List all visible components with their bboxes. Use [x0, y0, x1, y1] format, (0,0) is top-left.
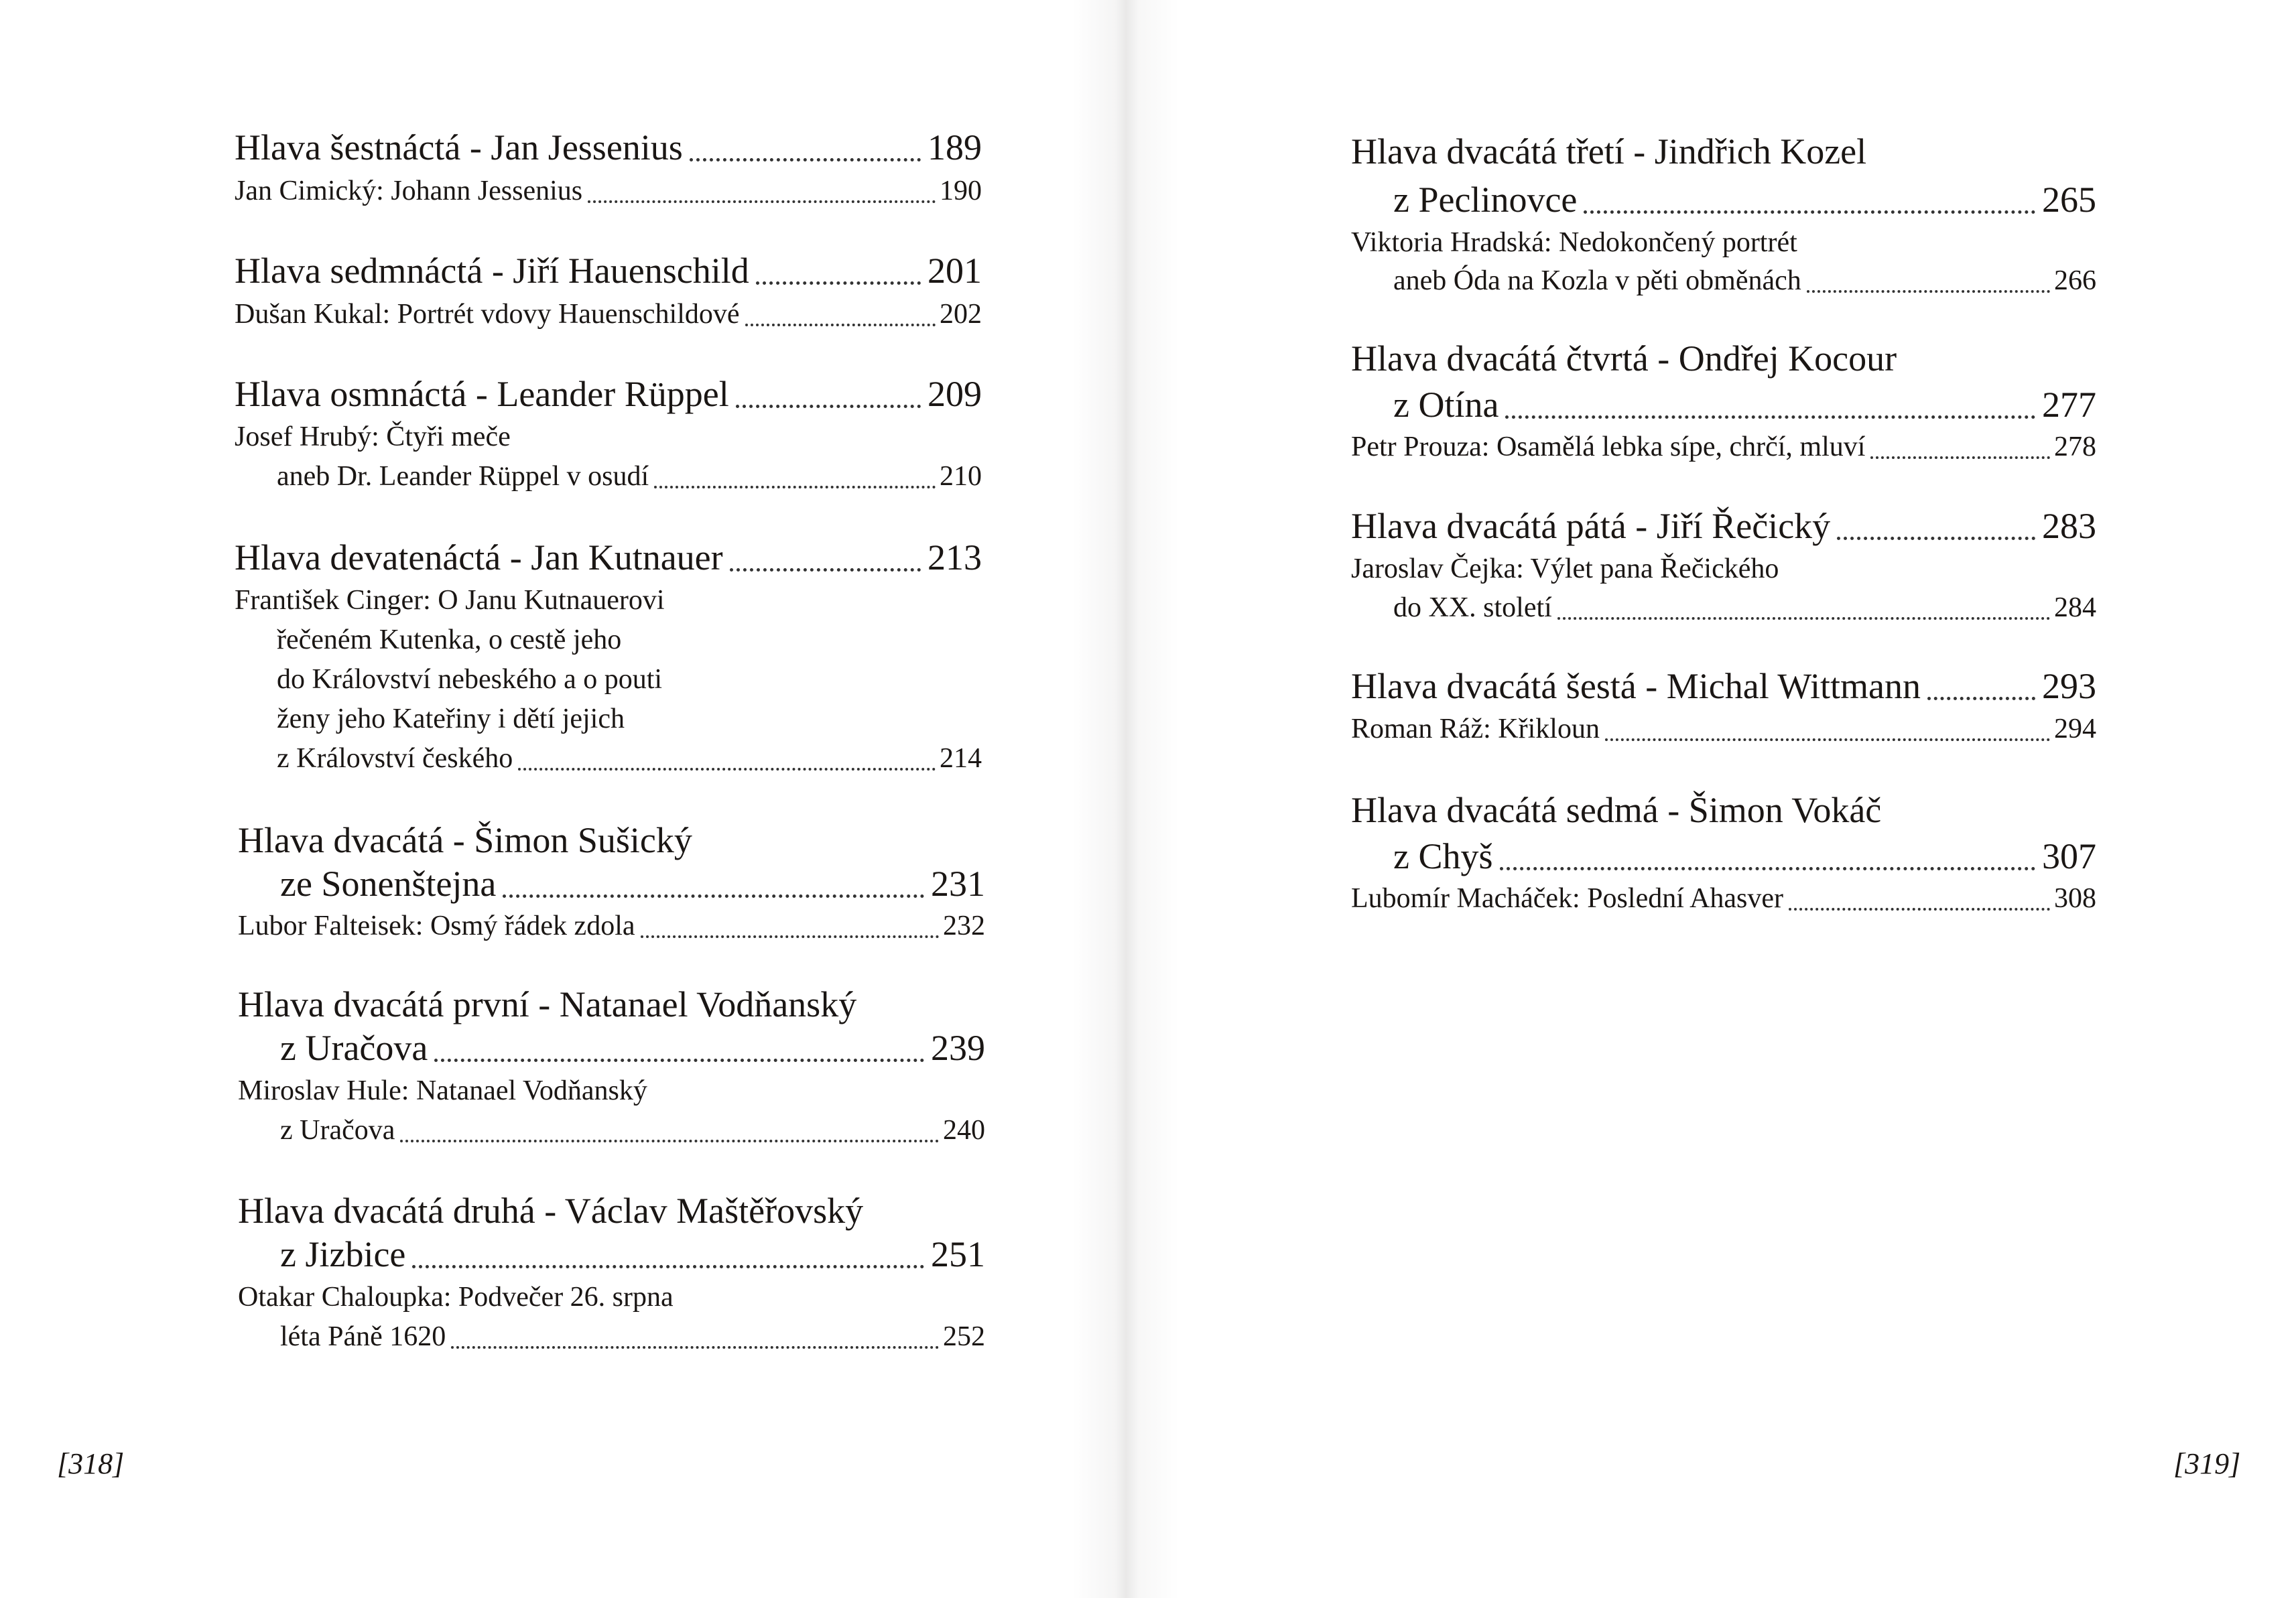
story-title: Viktoria Hradská: Nedokončený portrét [1351, 227, 1797, 258]
page-folio: [318] [57, 1447, 125, 1480]
chapter-title: Hlava devatenáctá - Jan Kutnauer [235, 537, 723, 578]
story-title: Roman Ráž: Křikloun [1351, 714, 1600, 744]
story-title-continued: aneb Óda na Kozla v pěti obměnách [1393, 265, 1801, 296]
story-title-continued: aneb Dr. Leander Rüppel v osudí [277, 461, 649, 492]
story-title-continued: řečeném Kutenka, o cestě jeho [277, 624, 622, 655]
chapter-heading [235, 533, 982, 582]
page-number: 209 [928, 374, 982, 414]
page-number: 308 [2054, 883, 2096, 914]
story-title-continued: z Království českého [277, 743, 513, 774]
chapter-title: Hlava osmnáctá - Leander Rüppel [235, 374, 729, 414]
page-number: 213 [928, 537, 982, 578]
page-number: 265 [2042, 180, 2096, 220]
page-number: 283 [2042, 506, 2096, 546]
chapter-title: Hlava šestnáctá - Jan Jessenius [235, 127, 683, 168]
dot-leader [1505, 415, 2035, 419]
story-title: Lubor Falteisek: Osmý řádek zdola [238, 911, 635, 941]
chapter-title-continued: z Peclinovce [1393, 180, 1578, 220]
chapter-heading [235, 370, 982, 418]
chapter-title: Hlava dvacátá - Šimon Sušický [238, 820, 692, 860]
chapter-heading [1351, 334, 2096, 383]
chapter-title-continued: z Jizbice [280, 1234, 406, 1274]
dot-leader [451, 1346, 939, 1349]
story-title: Lubomír Macháček: Poslední Ahasver [1351, 883, 1784, 914]
story-title: Otakar Chaloupka: Podvečer 26. srpna [238, 1282, 674, 1313]
story-line [238, 1071, 985, 1111]
page-number: 231 [931, 864, 985, 904]
chapter-title: Hlava dvacátá šestá - Michal Wittmann [1351, 666, 1921, 706]
story-line [1351, 549, 2096, 589]
chapter-heading [1393, 176, 2096, 224]
dot-leader [1927, 697, 2035, 700]
dot-leader [518, 768, 936, 771]
story-title: Miroslav Hule: Natanael Vodňanský [238, 1075, 647, 1106]
page-number: 293 [2042, 666, 2096, 706]
page-number: 202 [940, 299, 982, 330]
story-title-continued: léta Páně 1620 [280, 1321, 446, 1352]
page-number: 232 [943, 911, 985, 941]
dot-leader [1605, 738, 2050, 741]
story-title: František Cinger: O Janu Kutnauerovi [235, 585, 665, 616]
chapter-title: Hlava dvacátá druhá - Václav Maštěřovský [238, 1191, 864, 1231]
chapter-heading [235, 123, 982, 172]
dot-leader [1789, 908, 2050, 911]
chapter-heading [280, 1024, 985, 1072]
story-line [280, 1110, 985, 1150]
dot-leader [690, 158, 921, 161]
page-number: 210 [940, 461, 982, 492]
story-line [238, 906, 985, 946]
chapter-heading [1393, 832, 2096, 880]
story-title-continued: do Království nebeského a o pouti [277, 664, 663, 695]
chapter-title-continued: z Otína [1393, 385, 1499, 425]
page-number: 214 [940, 743, 982, 774]
chapter-title: Hlava dvacátá čtvrtá - Ondřej Kocour [1351, 338, 1897, 379]
story-title: Petr Prouza: Osamělá lebka sípe, chrčí, mluví [1351, 431, 1866, 462]
chapter-heading [280, 1230, 985, 1278]
dot-leader [434, 1059, 924, 1062]
dot-leader [400, 1140, 939, 1142]
story-line [235, 294, 982, 334]
page-number: 240 [943, 1115, 985, 1146]
dot-leader [730, 568, 921, 572]
story-line [1351, 427, 2096, 467]
chapter-heading [280, 860, 985, 908]
dot-leader [412, 1265, 924, 1268]
page-number: 266 [2054, 265, 2096, 296]
dot-leader [745, 324, 936, 326]
story-line [1393, 588, 2096, 628]
page-number: 307 [2042, 836, 2096, 876]
story-line [277, 456, 982, 496]
story-line [277, 620, 982, 660]
dot-leader [1500, 867, 2036, 870]
dot-leader [1870, 456, 2050, 459]
chapter-title: Hlava dvacátá třetí - Jindřich Kozel [1351, 131, 1867, 172]
chapter-title-continued: ze Sonenštejna [280, 864, 497, 904]
page-number: 189 [928, 127, 982, 168]
page-number: 252 [943, 1321, 985, 1352]
chapter-title-continued: z Chyš [1393, 836, 1493, 876]
page-number: 201 [928, 251, 982, 291]
story-title-continued: z Uračova [280, 1115, 395, 1146]
page-number: 190 [940, 176, 982, 206]
chapter-title: Hlava dvacátá první - Natanael Vodňanský [238, 984, 857, 1024]
chapter-title: Hlava sedmnáctá - Jiří Hauenschild [235, 251, 749, 291]
chapter-heading [1351, 502, 2096, 550]
chapter-heading [238, 980, 985, 1028]
chapter-heading [1393, 381, 2096, 429]
page-folio: [319] [2173, 1447, 2241, 1480]
story-title: Dušan Kukal: Portrét vdovy Hauenschildové [235, 299, 740, 330]
dot-leader [641, 935, 939, 938]
story-title-continued: ženy jeho Kateřiny i dětí jejich [277, 704, 625, 734]
dot-leader [1837, 537, 2035, 540]
story-line [1351, 878, 2096, 919]
story-line [1393, 261, 2096, 301]
story-title: Josef Hrubý: Čtyři meče [235, 421, 511, 452]
dot-leader [736, 405, 921, 408]
story-line [235, 580, 982, 620]
story-line [277, 699, 982, 739]
chapter-title: Hlava dvacátá pátá - Jiří Řečický [1351, 506, 1831, 546]
dot-leader [503, 894, 924, 898]
right-page [1148, 0, 2296, 1598]
dot-leader [756, 281, 921, 285]
story-line [235, 417, 982, 457]
story-line [235, 171, 982, 211]
story-line [1351, 709, 2096, 749]
dot-leader [654, 486, 936, 488]
chapter-heading [1351, 786, 2096, 834]
chapter-title-continued: z Uračova [280, 1028, 428, 1068]
page-number: 251 [931, 1234, 985, 1274]
story-line [277, 738, 982, 779]
story-title: Jan Cimický: Johann Jessenius [235, 176, 583, 206]
story-line [280, 1317, 985, 1357]
page-number: 277 [2042, 385, 2096, 425]
story-title: Jaroslav Čejka: Výlet pana Řečického [1351, 553, 1779, 584]
chapter-heading [235, 247, 982, 295]
story-line [238, 1277, 985, 1317]
story-line [277, 659, 982, 700]
dot-leader [1557, 617, 2050, 620]
chapter-heading [238, 816, 985, 864]
chapter-heading [1351, 662, 2096, 710]
dot-leader [588, 200, 936, 203]
chapter-heading [1351, 127, 2096, 176]
page-number: 239 [931, 1028, 985, 1068]
chapter-title: Hlava dvacátá sedmá - Šimon Vokáč [1351, 790, 1882, 830]
dot-leader [1807, 290, 2050, 293]
dot-leader [1584, 210, 2035, 214]
page-number: 278 [2054, 431, 2096, 462]
story-title-continued: do XX. století [1393, 592, 1552, 623]
page-number: 294 [2054, 714, 2096, 744]
page-number: 284 [2054, 592, 2096, 623]
story-line [1351, 222, 2096, 263]
chapter-heading [238, 1187, 985, 1235]
